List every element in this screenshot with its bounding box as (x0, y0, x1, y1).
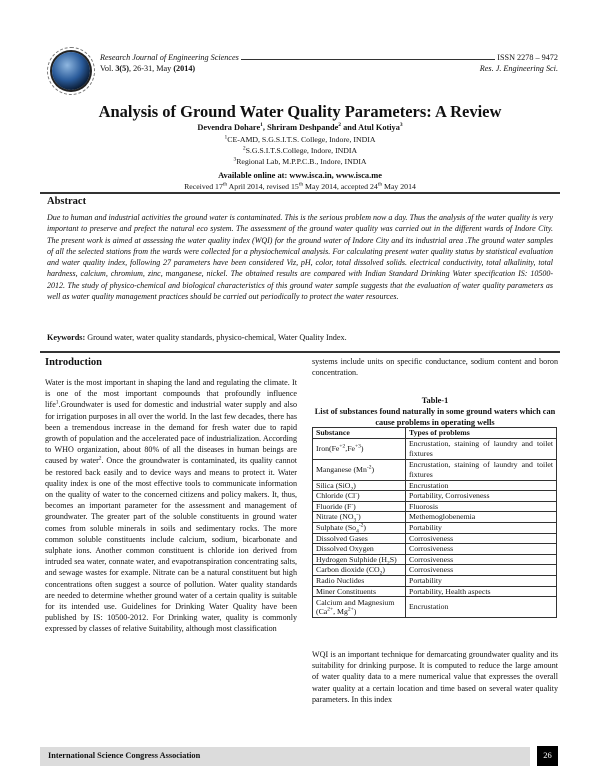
received-dates: Received 17th April 2014, revised 15th May 2014, accepted 24th May 2014 (184, 181, 416, 191)
table-row: Manganese $(Mn^{-2})$ Encrustation, staining of laundry and toilet fixtures (313, 459, 557, 480)
paper-title: Analysis of Ground Water Quality Parameters: A Review (98, 102, 502, 121)
table-row: Carbon dioxide $(CO_2)$ Corrosiveness (313, 565, 557, 576)
table-row: Radio Nuclides Portability (313, 575, 557, 586)
divider (40, 351, 560, 353)
issn: ISSN 2278 – 9472 (497, 53, 558, 62)
introduction-heading: Introduction (45, 357, 102, 368)
journal-name: Research Journal of Engineering Sciences (100, 53, 239, 62)
journal-header (100, 52, 558, 74)
introduction-text: Water is the most important in shaping the land and regulating the climate. It is one of the most important compounds that profoundly influence life$^1$.Groundwater is used for domestic and industrial water supply and also for irrigation purposes in all over the world. In the last few decades, there has been a tremendous increase in the demand for fresh water due to rapid growth of population and the accelerated pace of industrialization. According to WHO organization, about 80% of all the diseases in human beings are caused by water$^2$. Once the groundwater is contaminated, its quality cannot be restored back easily and to device ways and means to protect it. Water quality index is one of the most effective tools to communicate information on the quality of water to the concerned citizens and policy makers. It, thus, becomes an important parameter for the assessment and management of groundwater. The greater part of the soluble constituents in ground water comes from soluble minerals in soils and sedimentary rocks. The more common soluble constituents include calcium, sodium, bicarbonate and sulphate ions. Another common constituent is chloride ion derived from intruded sea water, connate water, and evapotranspiration concentrating salts, and sewage wastes for example. Nitrate can be a natural constituent but high concentrations often suggest a source of pollution. Water quality standards are needed to determine whether ground water of a certain quality is suitable for its intended use. Guidelines for Drinking Water Quality have been published by IS: 10500-2012. For Drinking water, quality is commonly expressed by classes of relative Suitability, although most classification (45, 378, 297, 634)
table-row: Fluoride (F-) Fluorosis (313, 501, 557, 512)
globe-icon (52, 52, 90, 90)
substances-table (312, 427, 557, 618)
affiliations (40, 134, 560, 167)
affiliation: $^2$S.G.S.I.T.S.College, Indore, INDIA (242, 145, 358, 155)
table-caption: Table-1 List of substances found naturally in some ground waters which can cause problems in operating wells (314, 396, 556, 427)
table-row: Nitrate $(NO_3^-)$ Methemoglobenemia (313, 512, 557, 523)
table-row: Dissolved Oxygen Corrosiveness (313, 544, 557, 555)
abstract-text: Due to human and industrial activities the ground water is contaminated. This is the serious problem now a day. Thus the analysis of the water quality is very important to preserve and prefect the natural eco system. The assessment of the ground water quality was carried out in the different wards of Indore City. The present work is aimed at assessing the water quality index (WQI) for the ground water of Indore City and its industrial area .The ground water samples of all the selected stations from the wards were collected for a physiochemical analysis. For calculating present water quality status by statistical evaluation and water quality index, following 27 parameters have been considered Viz, pH, color, total dissolved solids. electrical conductivity, total alkalinity, total hardness, calcium, chromium, zinc, manganese, nickel. The obtained results are compared with Indian Standard Drinking Water specification IS: 10500-2012. The study of physico-chemical and biological characteristics of this ground water sample suggests that the evaluation of water quality parameters as well as water quality management practices should be carried out periodically to protect the water resources. (47, 213, 553, 302)
table-row: Dissolved Gases Corrosiveness (313, 533, 557, 544)
table-row: Chloride (Cl-) Portability, Corrosiveness (313, 491, 557, 502)
wqi-paragraph: WQI is an important technique for demarcating groundwater quality and its suitability for drinking purpose. It is computed to reduce the large amount of water quality data to a mere numerical value that expresses the overall water quality at a certain location and time based on several water quality parameters. In this index (312, 650, 558, 704)
authors: Devendra Dohare$^1$, Shriram Deshpande$^2$ and Atul Kotiya$^3$ (197, 122, 403, 132)
page-number: 26 (537, 746, 558, 766)
affiliation: $^1$CE-AMD, S.G.S.I.T.S. College, Indore, INDIA (224, 134, 376, 144)
journal-logo (47, 47, 95, 95)
header-rule (241, 52, 495, 60)
table-row: Calcium and Magnesium ($Ca^{2+}$, $Mg^{2+}$) Encrustation (313, 597, 557, 618)
available-online: Available online at: www.isca.in, www.isca.me (218, 171, 382, 180)
footer-bar: International Science Congress Association (40, 747, 530, 766)
abstract-heading: Abstract (47, 196, 87, 207)
table-row: Miner Constituents Portability, Health aspects (313, 586, 557, 597)
affiliation: $^3$Regional Lab, M.P.P.C.B., Indore, INDIA (233, 156, 367, 166)
divider (40, 192, 560, 194)
table-row: Silica (SiO$_2$) Encrustation (313, 480, 557, 491)
keywords: Keywords: Ground water, water quality standards, physico-chemical, Water Quality Index. (47, 333, 347, 342)
journal-abbrev: Res. J. Engineering Sci. (479, 64, 558, 73)
volume-info: Vol. 3(5), 26-31, May (2014) (100, 64, 196, 73)
table-row: Sulphate $(So_4^{-2})$ Portability (313, 522, 557, 533)
table-header: Substance (313, 428, 406, 439)
table-row: Hydrogen Sulphide $(H_2S)$ Corrosiveness (313, 554, 557, 565)
table-header: Types of problems (406, 428, 557, 439)
right-column-text: systems include units on specific conductance, sodium content and boron concentration. (312, 357, 558, 378)
table-row: $Iron(Fe^{+2},Fe^{+3})$ Encrustation, staining of laundry and toilet fixtures (313, 438, 557, 459)
